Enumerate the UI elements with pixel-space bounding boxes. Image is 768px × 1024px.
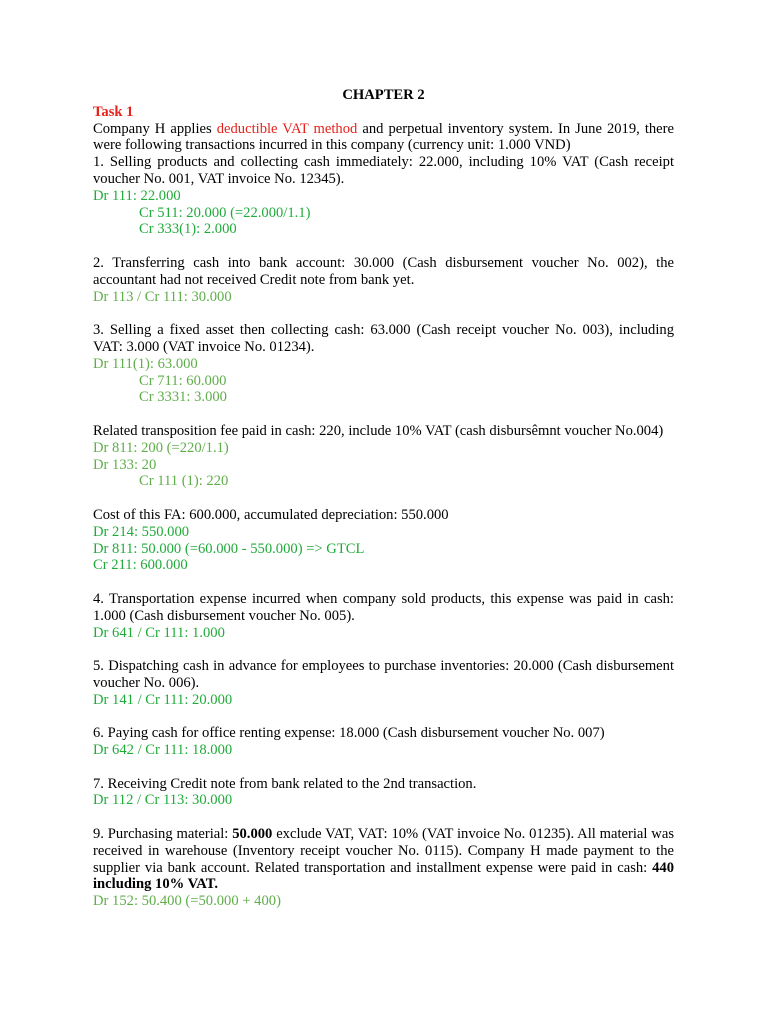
transaction-2-text: 2. Transferring cash into bank account: 30.000 (Cash disbursement voucher No. 002), the accountant had not received Credit note from bank yet. [93,254,674,288]
intro-highlight: deductible VAT method [216,120,358,137]
transaction-3-entry-debit: Dr 111(1): 63.000 [93,355,198,372]
transaction-3-text: 3. Selling a fixed asset then collecting cash: 63.000 (Cash receipt voucher No. 003), including VAT: 3.000 (VAT invoice No. 01234). [93,322,674,355]
transaction-9-entry: Dr 152: 50.400 (=50.000 + 400) [93,893,281,910]
transaction-9-text [93,826,674,893]
transaction-9-amount: 50.000 [232,826,273,843]
spacer [93,708,674,725]
transaction-3-fee-text: Related transposition fee paid in cash: 220, include 10% VAT (cash disbursêmnt voucher No.004) [93,422,664,439]
transaction-1-text: 1. Selling products and collecting cash immediately: 22.000, including 10% VAT (Cash receipt voucher No. 001, VAT invoice No. 12345). [93,154,674,187]
transaction-3-fee-entry-2: Dr 133: 20 [93,456,157,473]
transaction-9-expense: 440 including 10% VAT. [93,859,674,893]
transaction-2-entry: Dr 113 / Cr 111: 30.000 [93,288,232,305]
transaction-6-entry: Dr 642 / Cr 111: 18.000 [93,742,233,759]
transaction-3-cost-text: Cost of this FA: 600.000, accumulated depreciation: 550.000 [93,506,449,523]
transaction-9-text-pre: 9. Purchasing material: [93,826,233,843]
chapter-title: CHAPTER 2 [342,87,425,103]
spacer [93,490,674,507]
document-page [93,87,674,910]
transaction-7-text: 7. Receiving Credit note from bank related to the 2nd transaction. [93,775,477,792]
transaction-3-cost-entry-2: Dr 811: 50.000 (=60.000 - 550.000) => GTCL [93,540,365,557]
transaction-9-text-mid: exclude VAT, VAT: 10% (VAT invoice No. 01235). All material was received in warehouse (Inventory receipt voucher No. 0115). Company H made payment to the supplier via bank account. Related transportation and installment expense were paid in cash: [93,826,674,876]
transaction-6-text: 6. Paying cash for office renting expense: 18.000 (Cash disbursement voucher No. 007) [93,725,605,742]
transaction-3-entry-credit-income: Cr 711: 60.000 [139,372,227,389]
transaction-5-entry: Dr 141 / Cr 111: 20.000 [93,691,233,708]
transaction-3-fee-entry-1: Dr 811: 200 (=220/1.1) [93,439,229,456]
spacer [93,238,674,255]
spacer [93,809,674,826]
transaction-1-entry-debit: Dr 111: 22.000 [93,187,181,204]
transaction-3-fee-entry-3: Cr 111 (1): 220 [139,473,229,490]
spacer [93,759,674,776]
transaction-7-entry: Dr 112 / Cr 113: 30.000 [93,792,233,809]
transaction-3-entry-credit-vat: Cr 3331: 3.000 [139,389,227,406]
intro-text-pre: Company H applies [93,120,217,137]
transaction-5-text: 5. Dispatching cash in advance for employees to purchase inventories: 20.000 (Cash disbursement voucher No. 006). [93,658,674,691]
spacer [93,574,674,591]
spacer [93,406,674,423]
spacer [93,641,674,658]
transaction-1-entry-credit-revenue: Cr 511: 20.000 (=22.000/1.1) [139,204,311,221]
spacer [93,305,674,322]
task-title: Task 1 [93,103,134,120]
transaction-3-cost-entry-1: Dr 214: 550.000 [93,523,190,540]
transaction-4-text: 4. Transportation expense incurred when company sold products, this expense was paid in cash: 1.000 (Cash disbursement voucher No. 005). [93,590,674,624]
transaction-3-cost-entry-3: Cr 211: 600.000 [93,557,188,574]
intro-text-post: and perpetual inventory system. In June 2019, there were following transactions incurred in this company (currency unit: 1.000 VND) [93,120,674,154]
intro-paragraph [93,121,674,155]
transaction-4-entry: Dr 641 / Cr 111: 1.000 [93,624,225,641]
transaction-1-entry-credit-vat: Cr 333(1): 2.000 [139,221,237,238]
